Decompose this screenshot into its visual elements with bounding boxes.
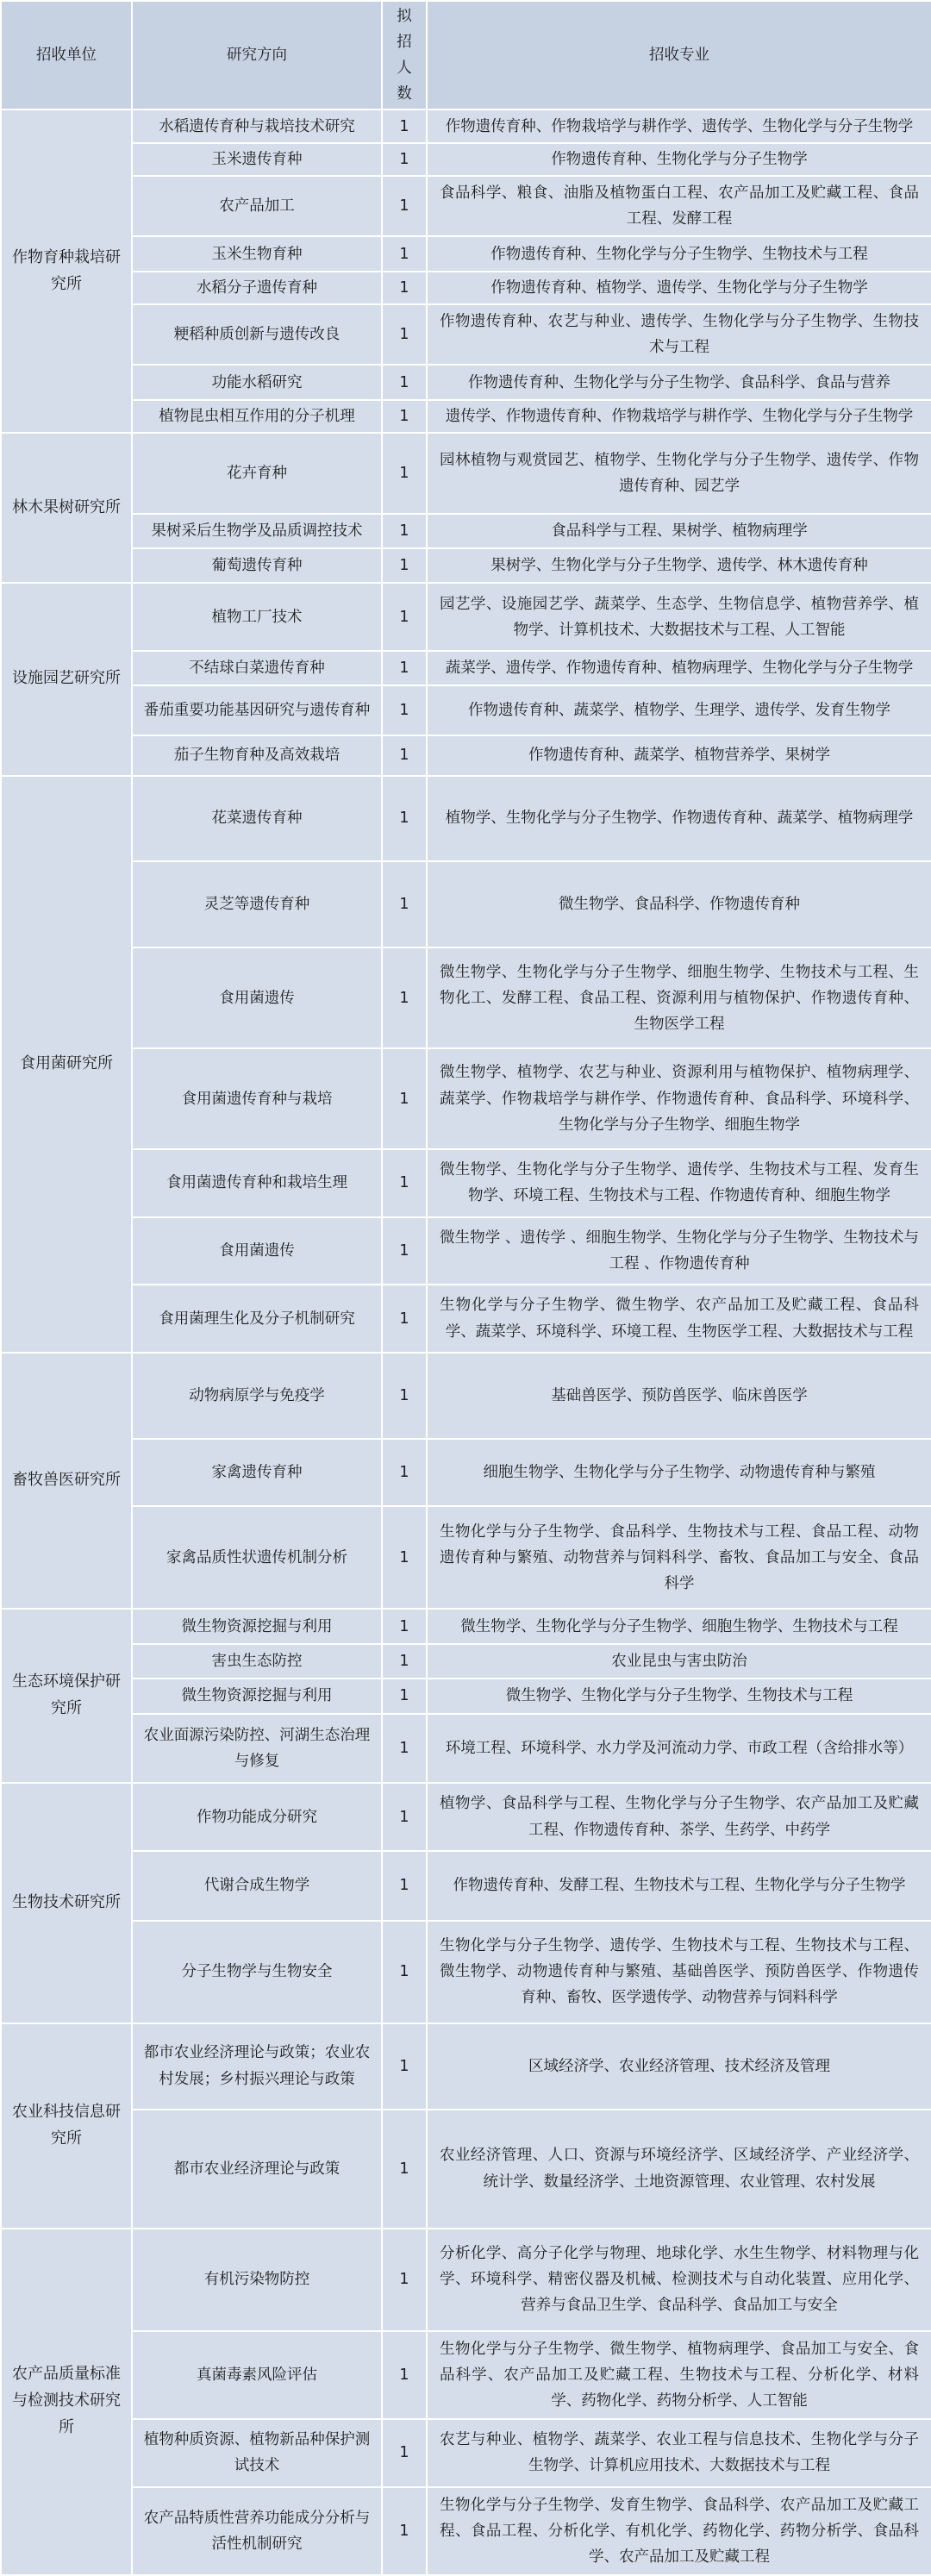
- majors-cell: 微生物学、食品科学、作物遗传育种: [427, 861, 931, 947]
- direction-cell: 植物种质资源、植物新品种保护测试技术: [132, 2419, 382, 2487]
- direction-cell: 食用菌遗传: [132, 947, 382, 1048]
- majors-cell: 生物化学与分子生物学、微生物学、植物病理学、食品加工与安全、食品科学、农产品加工及贮藏工程、生物技术与工程、分析化学、材料学、药物化学、药物分析学、人工智能: [427, 2331, 931, 2419]
- quota-cell: 1: [382, 1851, 427, 1921]
- quota-cell: 1: [382, 735, 427, 776]
- quota-cell: 1: [382, 1783, 427, 1851]
- majors-cell: 遗传学、作物遗传育种、作物栽培学与耕作学、生物化学与分子生物学: [427, 400, 931, 433]
- table-row: [1, 651, 931, 685]
- table-row: [1, 272, 931, 304]
- quota-cell: 1: [382, 776, 427, 862]
- majors-cell: 生物化学与分子生物学、微生物学、农产品加工及贮藏工程、食品科学、蔬菜学、环境科学、环境工程、生物医学工程、大数据技术与工程: [427, 1285, 931, 1353]
- quota-cell: 1: [382, 1609, 427, 1643]
- table-row: [1, 2487, 931, 2575]
- table-row: [1, 2110, 931, 2229]
- quota-cell: 1: [382, 236, 427, 271]
- quota-cell: 1: [382, 2023, 427, 2110]
- table-row: [1, 2331, 931, 2419]
- majors-cell: 作物遗传育种、生物化学与分子生物学、生物技术与工程: [427, 236, 931, 271]
- majors-cell: 微生物学、植物学、农艺与种业、资源利用与植物保护、植物病理学、蔬菜学、作物栽培学与耕作学、作物遗传育种、食品科学、环境科学、生物化学与分子生物学、细胞生物学: [427, 1048, 931, 1149]
- direction-cell: 花卉育种: [132, 433, 382, 514]
- majors-cell: 作物遗传育种、作物栽培学与耕作学、遗传学、生物化学与分子生物学: [427, 109, 931, 142]
- quota-cell: 1: [382, 433, 427, 514]
- direction-cell: 玉米生物育种: [132, 236, 382, 271]
- majors-cell: 蔬菜学、遗传学、作物遗传育种、植物病理学、生物化学与分子生物学: [427, 651, 931, 685]
- direction-cell: 功能水稻研究: [132, 365, 382, 399]
- table-row: [1, 1644, 931, 1679]
- table-row: [1, 236, 931, 271]
- quota-cell: 1: [382, 548, 427, 583]
- direction-cell: 都市农业经济理论与政策；农业农村发展；乡村振兴理论与政策: [132, 2023, 382, 2110]
- unit-cell: 林木果树研究所: [1, 433, 132, 583]
- direction-cell: 食用菌理生化及分子机制研究: [132, 1285, 382, 1353]
- direction-cell: 家禽遗传育种: [132, 1439, 382, 1507]
- table-row: [1, 1217, 931, 1285]
- direction-cell: 水稻分子遗传育种: [132, 272, 382, 304]
- quota-cell: 1: [382, 365, 427, 399]
- table-row: [1, 1921, 931, 2023]
- majors-cell: 农艺与种业、植物学、蔬菜学、农业工程与信息技术、生物化学与分子生物学、计算机应用技术、大数据技术与工程: [427, 2419, 931, 2487]
- unit-cell: 食用菌研究所: [1, 776, 132, 1353]
- quota-cell: 1: [382, 1048, 427, 1149]
- quota-cell: 1: [382, 1353, 427, 1439]
- direction-cell: 微生物资源挖掘与利用: [132, 1679, 382, 1713]
- majors-cell: 作物遗传育种、农艺与种业、遗传学、生物化学与分子生物学、生物技术与工程: [427, 304, 931, 365]
- header-majors: 招收专业: [427, 1, 931, 109]
- majors-cell: 作物遗传育种、蔬菜学、植物学、生理学、遗传学、发育生物学: [427, 685, 931, 735]
- direction-cell: 有机污染物防控: [132, 2229, 382, 2331]
- majors-cell: 细胞生物学、生物化学与分子生物学、动物遗传育种与繁殖: [427, 1439, 931, 1507]
- direction-cell: 农产品特质性营养功能成分分析与活性机制研究: [132, 2487, 382, 2575]
- direction-cell: 真菌毒素风险评估: [132, 2331, 382, 2419]
- direction-cell: 微生物资源挖掘与利用: [132, 1609, 382, 1643]
- direction-cell: 家禽品质性状遗传机制分析: [132, 1506, 382, 1609]
- quota-cell: 1: [382, 2110, 427, 2229]
- table-row: [1, 583, 931, 651]
- direction-cell: 代谢合成生物学: [132, 1851, 382, 1921]
- table-row: [1, 548, 931, 583]
- direction-cell: 番茄重要功能基因研究与遗传育种: [132, 685, 382, 735]
- header-quota: 拟招人数: [382, 1, 427, 109]
- direction-cell: 粳稻种质创新与遗传改良: [132, 304, 382, 365]
- direction-cell: 都市农业经济理论与政策: [132, 2110, 382, 2229]
- quota-cell: 1: [382, 1439, 427, 1507]
- table-row: [1, 2419, 931, 2487]
- table-row: [1, 143, 931, 176]
- majors-cell: 微生物学 、遗传学 、细胞生物学、生物化学与分子生物学、生物技术与工程 、作物遗传育种: [427, 1217, 931, 1285]
- majors-cell: 微生物学、生物化学与分子生物学、生物技术与工程: [427, 1679, 931, 1713]
- table-row: [1, 304, 931, 365]
- majors-cell: 微生物学、生物化学与分子生物学、遗传学、生物技术与工程、发育生物学、环境工程、生物技术与工程、作物遗传育种、细胞生物学: [427, 1149, 931, 1217]
- majors-cell: 作物遗传育种、生物化学与分子生物学: [427, 143, 931, 176]
- quota-cell: 1: [382, 947, 427, 1048]
- quota-cell: 1: [382, 1679, 427, 1713]
- direction-cell: 动物病原学与免疫学: [132, 1353, 382, 1439]
- direction-cell: 分子生物学与生物安全: [132, 1921, 382, 2023]
- table-row: [1, 1609, 931, 1643]
- table-row: [1, 1149, 931, 1217]
- table-row: [1, 1285, 931, 1353]
- table-row: [1, 514, 931, 548]
- direction-cell: 食用菌遗传: [132, 1217, 382, 1285]
- header-row: [1, 1, 931, 109]
- majors-cell: 基础兽医学、预防兽医学、临床兽医学: [427, 1353, 931, 1439]
- quota-cell: 1: [382, 2331, 427, 2419]
- direction-cell: 农产品加工: [132, 176, 382, 236]
- quota-cell: 1: [382, 685, 427, 735]
- quota-cell: 1: [382, 176, 427, 236]
- quota-cell: 1: [382, 2229, 427, 2331]
- direction-cell: 不结球白菜遗传育种: [132, 651, 382, 685]
- quota-cell: 1: [382, 1285, 427, 1353]
- table-row: [1, 365, 931, 399]
- quota-cell: 1: [382, 1149, 427, 1217]
- quota-cell: 1: [382, 861, 427, 947]
- quota-cell: 1: [382, 1506, 427, 1609]
- quota-cell: 1: [382, 272, 427, 304]
- table-row: [1, 176, 931, 236]
- majors-cell: 作物遗传育种、生物化学与分子生物学、食品科学、食品与营养: [427, 365, 931, 399]
- table-row: [1, 1714, 931, 1784]
- majors-cell: 区域经济学、农业经济管理、技术经济及管理: [427, 2023, 931, 2110]
- direction-cell: 作物功能成分研究: [132, 1783, 382, 1851]
- majors-cell: 植物学、食品科学与工程、生物化学与分子生物学、农产品加工及贮藏工程、作物遗传育种、茶学、生药学、中药学: [427, 1783, 931, 1851]
- table-row: [1, 1439, 931, 1507]
- table-row: [1, 861, 931, 947]
- table-row: [1, 109, 931, 142]
- unit-cell: 生态环境保护研究所: [1, 1609, 132, 1783]
- quota-cell: 1: [382, 143, 427, 176]
- majors-cell: 园林植物与观赏园艺、植物学、生物化学与分子生物学、遗传学、作物遗传育种、园艺学: [427, 433, 931, 514]
- table-row: [1, 433, 931, 514]
- unit-cell: 农产品质量标准与检测技术研究所: [1, 2229, 132, 2575]
- quota-cell: 1: [382, 514, 427, 548]
- table-row: [1, 1679, 931, 1713]
- majors-cell: 环境工程、环境科学、水力学及河流动力学、市政工程（含给排水等）: [427, 1714, 931, 1784]
- direction-cell: 果树采后生物学及品质调控技术: [132, 514, 382, 548]
- direction-cell: 水稻遗传育种与栽培技术研究: [132, 109, 382, 142]
- majors-cell: 生物化学与分子生物学、食品科学、生物技术与工程、食品工程、动物遗传育种与繁殖、动物营养与饲料科学、畜牧、食品加工与安全、食品科学: [427, 1506, 931, 1609]
- majors-cell: 植物学、生物化学与分子生物学、作物遗传育种、蔬菜学、植物病理学: [427, 776, 931, 862]
- majors-cell: 果树学、生物化学与分子生物学、遗传学、林木遗传育种: [427, 548, 931, 583]
- quota-cell: 1: [382, 583, 427, 651]
- table-row: [1, 685, 931, 735]
- quota-cell: 1: [382, 651, 427, 685]
- quota-cell: 1: [382, 1921, 427, 2023]
- direction-cell: 灵芝等遗传育种: [132, 861, 382, 947]
- table-row: [1, 400, 931, 433]
- table-row: [1, 1783, 931, 1851]
- majors-cell: 生物化学与分子生物学、遗传学、生物技术与工程、生物技术与工程、微生物学、动物遗传育种与繁殖、基础兽医学、预防兽医学、作物遗传育种、畜牧、医学遗传学、动物营养与饲料科学: [427, 1921, 931, 2023]
- table-row: [1, 1353, 931, 1439]
- majors-cell: 生物化学与分子生物学、发育生物学、食品科学、农产品加工及贮藏工程、食品工程、分析化学、有机化学、药物化学、药物分析学、食品科学、农产品加工及贮藏工程: [427, 2487, 931, 2575]
- majors-cell: 微生物学、生物化学与分子生物学、细胞生物学、生物技术与工程、生物化工、发酵工程、食品工程、资源利用与植物保护、作物遗传育种、生物医学工程: [427, 947, 931, 1048]
- majors-cell: 作物遗传育种、发酵工程、生物技术与工程、生物化学与分子生物学: [427, 1851, 931, 1921]
- table-row: [1, 2023, 931, 2110]
- quota-cell: 1: [382, 109, 427, 142]
- direction-cell: 害虫生态防控: [132, 1644, 382, 1679]
- direction-cell: 植物昆虫相互作用的分子机理: [132, 400, 382, 433]
- table-row: [1, 2229, 931, 2331]
- majors-cell: 食品科学、粮食、油脂及植物蛋白工程、农产品加工及贮藏工程、食品工程、发酵工程: [427, 176, 931, 236]
- unit-cell: 农业科技信息研究所: [1, 2023, 132, 2229]
- quota-cell: 1: [382, 1644, 427, 1679]
- quota-cell: 1: [382, 1714, 427, 1784]
- table-body: [1, 109, 931, 2575]
- quota-cell: 1: [382, 2487, 427, 2575]
- direction-cell: 花菜遗传育种: [132, 776, 382, 862]
- quota-cell: 1: [382, 1217, 427, 1285]
- direction-cell: 食用菌遗传育种与栽培: [132, 1048, 382, 1149]
- table-row: [1, 735, 931, 776]
- direction-cell: 茄子生物育种及高效栽培: [132, 735, 382, 776]
- majors-cell: 农业经济管理、人口、资源与环境经济学、区域经济学、产业经济学、统计学、数量经济学、土地资源管理、农业管理、农村发展: [427, 2110, 931, 2229]
- unit-cell: 作物育种栽培研究所: [1, 109, 132, 433]
- header-direction: 研究方向: [132, 1, 382, 109]
- quota-cell: 1: [382, 2419, 427, 2487]
- majors-cell: 园艺学、设施园艺学、蔬菜学、生态学、生物信息学、植物营养学、植物学、计算机技术、大数据技术与工程、人工智能: [427, 583, 931, 651]
- unit-cell: 设施园艺研究所: [1, 583, 132, 775]
- unit-cell: 畜牧兽医研究所: [1, 1353, 132, 1610]
- majors-cell: 分析化学、高分子化学与物理、地球化学、水生生物学、材料物理与化学、环境科学、精密仪器及机械、检测技术与自动化装置、应用化学、营养与食品卫生学、食品科学、食品加工与安全: [427, 2229, 931, 2331]
- direction-cell: 食用菌遗传育种和栽培生理: [132, 1149, 382, 1217]
- header-unit: 招收单位: [1, 1, 132, 109]
- table-row: [1, 1851, 931, 1921]
- unit-cell: 生物技术研究所: [1, 1783, 132, 2023]
- majors-cell: 作物遗传育种、植物学、遗传学、生物化学与分子生物学: [427, 272, 931, 304]
- direction-cell: 玉米遗传育种: [132, 143, 382, 176]
- direction-cell: 农业面源污染防控、河湖生态治理与修复: [132, 1714, 382, 1784]
- majors-cell: 食品科学与工程、果树学、植物病理学: [427, 514, 931, 548]
- direction-cell: 植物工厂技术: [132, 583, 382, 651]
- majors-cell: 农业昆虫与害虫防治: [427, 1644, 931, 1679]
- table-row: [1, 776, 931, 862]
- table-row: [1, 1506, 931, 1609]
- table-row: [1, 1048, 931, 1149]
- quota-cell: 1: [382, 304, 427, 365]
- majors-cell: 微生物学、生物化学与分子生物学、细胞生物学、生物技术与工程: [427, 1609, 931, 1643]
- direction-cell: 葡萄遗传育种: [132, 548, 382, 583]
- majors-cell: 作物遗传育种、蔬菜学、植物营养学、果树学: [427, 735, 931, 776]
- quota-cell: 1: [382, 400, 427, 433]
- table-row: [1, 947, 931, 1048]
